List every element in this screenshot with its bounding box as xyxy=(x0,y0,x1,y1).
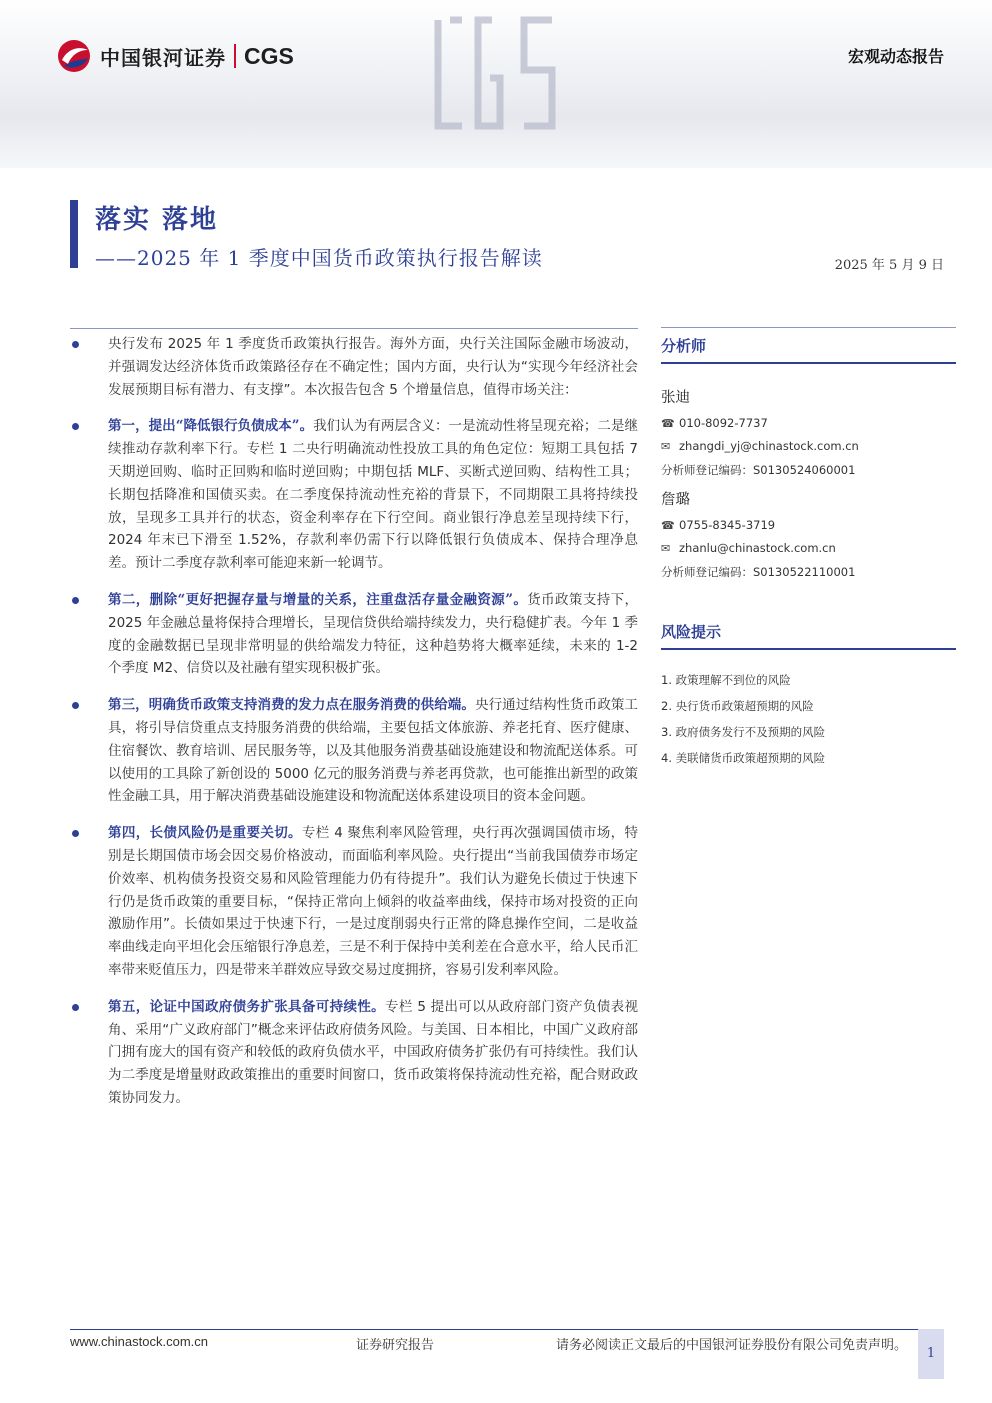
cert-label: 分析师登记编码： xyxy=(661,565,753,579)
bullet-lead: 第三，明确货币政策支持消费的发力点在服务消费的供给端。 xyxy=(108,697,475,714)
analyst-panel xyxy=(661,327,956,580)
analyst-email[interactable] xyxy=(661,439,956,453)
email-address[interactable]: zhangdi_yj@chinastock.com.cn xyxy=(679,439,859,453)
bullet-item xyxy=(70,589,638,680)
bullet-dot-icon xyxy=(72,341,79,348)
bullet-text: 专栏 4 聚焦利率风险管理，央行再次强调国债市场，特别是长期国债市场会因交易价格波动，而面临利率风险。央行提出“当前我国债券市场定价效率、机构债务投资交易和风险管理能力仍有待提升”。我们认为避免长债过于快速下行仍是货币政策的重要目标，“保持正常向上倾斜的收益率曲线，保持市场对投资的正向激励作用”。长债如果过于快速下行，一是过度削弱央行正常的降息操作空间，二是收益率曲线走向平坦化会压缩银行净息差，三是不利于保持中美利差在合意水平，给人民币汇率带来贬值压力，四是带来羊群效应导致交易过度拥挤，容易引发利率风险。 xyxy=(108,825,639,978)
bullet-lead: 第一，提出“降低银行负债成本”。 xyxy=(108,418,314,435)
logo-cn-text: 中国银河证券 xyxy=(100,45,226,70)
cert-number: S0130524060001 xyxy=(753,463,856,477)
bullet-dot-icon xyxy=(72,702,79,709)
bullet-text: 货币政策支持下，2025 年金融总量将保持合理增长，呈现信贷供给端持续发力，央行稳健扩表。今年 1 季度的金融数据已呈现非常明显的供给端发力特征，这种趋势将大概率延续，未来的 1-2 个季度 M2、信贷以及社融有望实现积极扩张。 xyxy=(108,591,639,677)
footer-url[interactable]: www.chinastock.com.cn xyxy=(70,1334,208,1349)
analyst-heading: 分析师 xyxy=(661,337,707,355)
page-subtitle: ——2025 年 1 季度中国货币政策执行报告解读 xyxy=(95,246,543,270)
risk-item: 4. 美联储货币政策超预期的风险 xyxy=(661,751,826,765)
bullet-lead: 第四，长债风险仍是重要关切。 xyxy=(108,825,302,842)
analyst-email[interactable] xyxy=(661,541,956,555)
bullet-dot-icon xyxy=(72,597,79,604)
bullet-item xyxy=(70,415,638,575)
analyst-name: 张迪 xyxy=(661,390,690,406)
bullet-dot-icon xyxy=(72,830,79,837)
bullet-item xyxy=(70,333,638,401)
bullet-text: 央行发布 2025 年 1 季度货币政策执行报告。海外方面，央行关注国际金融市场波动，并强调发达经济体货币政策路径存在不确定性；国内方面，央行认为“实现今年经济社会发展预期目标有潜力、有支撑”。本次报告包含 5 个增量信息，值得市场关注： xyxy=(108,336,638,398)
bullet-lead: 第二，删除“更好把握存量与增量的关系，注重盘活存量金融资源”。 xyxy=(108,591,528,608)
analyst-phone xyxy=(661,518,956,532)
phone-number: 010-8092-7737 xyxy=(679,416,768,430)
report-date: 2025 年 5 月 9 日 xyxy=(834,258,944,273)
header-band xyxy=(0,0,992,168)
footer-doc-type: 证券研究报告 xyxy=(356,1338,435,1353)
footer-rule xyxy=(70,1329,918,1330)
body-divider xyxy=(70,328,638,329)
analyst-heading-rule xyxy=(661,362,956,364)
bullet-item xyxy=(70,996,638,1110)
footer-disclaimer: 请务必阅读正文最后的中国银河证券股份有限公司免责声明。 xyxy=(556,1338,908,1353)
analyst-name: 詹璐 xyxy=(661,492,690,508)
risk-heading: 风险提示 xyxy=(661,623,722,641)
bullet-text: 专栏 5 提出可以从政府部门资产负债表视角、采用“广义政府部门”概念来评估政府债务风险。与美国、日本相比，中国广义政府部门拥有庞大的国有资产和较低的政府负债水平，中国政府债务扩张仍有可持续性。我们认为二季度是增量财政政策推出的重要时间窗口，货币政策将保持流动性充裕，配合财政政策协同发力。 xyxy=(108,998,639,1106)
logo-en-text: CGS xyxy=(244,42,294,69)
summary-bullets xyxy=(70,333,638,1124)
phone-icon: ☎ xyxy=(661,518,675,532)
bullet-item xyxy=(70,822,638,982)
bullet-lead: 第五，论证中国政府债务扩张具备可持续性。 xyxy=(108,998,386,1015)
bullet-text: 央行通过结构性货币政策工具，将引导信贷重点支持服务消费的供给端，主要包括文体旅游、养老托育、医疗健康、住宿餐饮、教育培训、居民服务等，以及其他服务消费基础设施建设和物流配送体系。可以使用的工具除了新创设的 5000 亿元的服务消费与养老再贷款，也可能推出新型的政策性金融工具，用于解决消费基础设施建设和物流配送体系建设项目的资本金问题。 xyxy=(108,697,639,805)
bullet-text: 我们认为有两层含义：一是流动性将呈现充裕；二是继续推动存款利率下行。专栏 1 二央行明确流动性投放工具的角色定位：短期工具包括 7 天期逆回购、临时正回购和临时逆回购；中期包括 MLF、买断式逆回购、结构性工具；长期包括降准和国债买卖。在二季度保持流动性充裕的背景下，不同期限工具将持续投放，呈现多工具并行的状态，资金利率存在下行空间。商业银行净息差呈现持续下行，2024 年末已下滑至 1.52%，存款利率仍需下行以降低银行负债成本、保持合理净息差。预计二季度存款利率可能迎来新一轮调节。 xyxy=(108,418,639,572)
analyst-cert xyxy=(661,564,956,580)
cgs-watermark-icon xyxy=(420,8,570,138)
risk-item: 3. 政府债务发行不及预期的风险 xyxy=(661,725,826,739)
bullet-dot-icon xyxy=(72,1004,79,1011)
cgs-logo-icon xyxy=(54,36,94,76)
analyst-cert xyxy=(661,462,956,478)
risk-item: 1. 政策理解不到位的风险 xyxy=(661,673,791,687)
logo-separator xyxy=(234,44,236,68)
page-number: 1 xyxy=(926,1346,936,1361)
phone-number: 0755-8345-3719 xyxy=(679,518,776,532)
phone-icon: ☎ xyxy=(661,416,675,430)
bullet-item xyxy=(70,694,638,808)
email-address[interactable]: zhanlu@chinastock.com.cn xyxy=(679,541,836,555)
company-logo xyxy=(54,36,294,76)
email-icon: ✉ xyxy=(661,541,671,555)
title-accent-bar xyxy=(70,200,78,268)
cert-number: S0130522110001 xyxy=(753,565,856,579)
risk-item: 2. 央行货币政策超预期的风险 xyxy=(661,699,814,713)
report-type: 宏观动态报告 xyxy=(847,47,944,66)
analyst-phone xyxy=(661,416,956,430)
risk-panel xyxy=(661,614,956,766)
bullet-dot-icon xyxy=(72,423,79,430)
cert-label: 分析师登记编码： xyxy=(661,463,753,477)
email-icon: ✉ xyxy=(661,439,671,453)
page-title: 落实 落地 xyxy=(95,205,219,235)
